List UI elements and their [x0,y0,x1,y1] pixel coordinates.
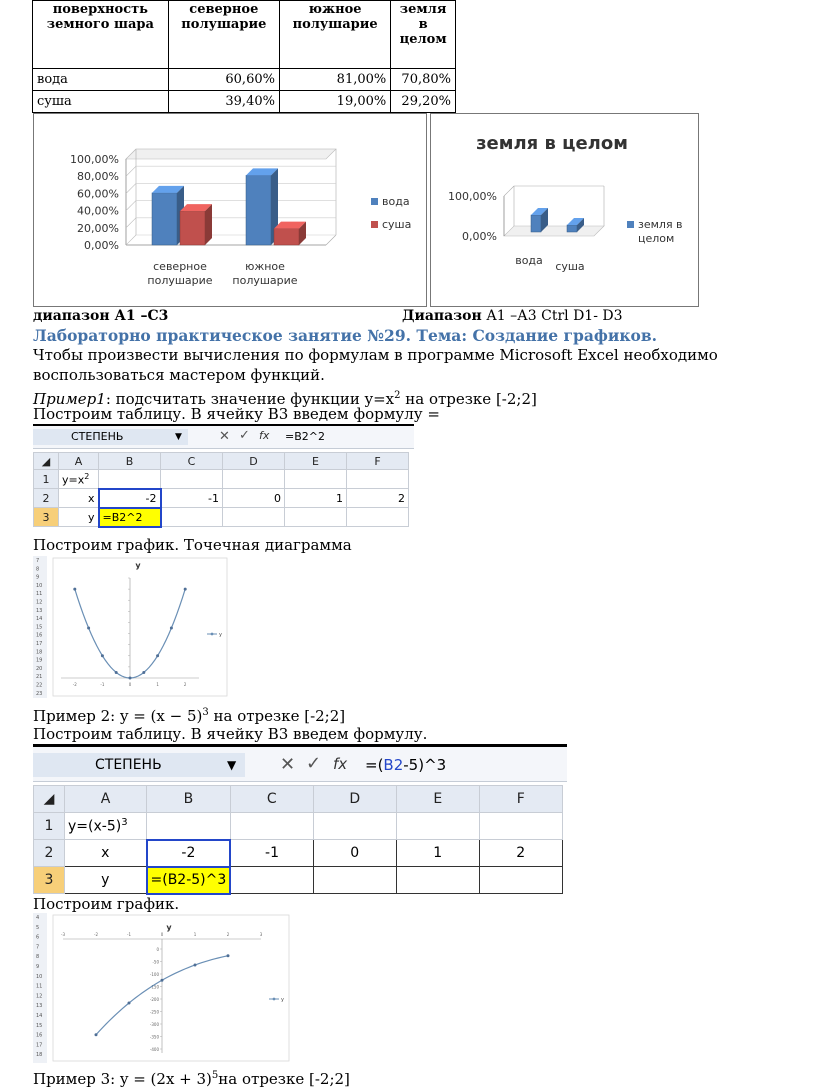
chart2-legend [627,218,683,245]
bar-вода-0 [152,186,184,245]
x-tick-label: -3 [61,932,65,937]
cell[interactable] [313,813,396,840]
name-box-2-text: СТЕПЕНЬ [95,757,162,773]
chart1-y-ticks [70,153,119,252]
cell-d2[interactable]: 0 [313,840,396,867]
col-header[interactable]: C [161,453,223,470]
cell-a2[interactable]: x [59,489,99,508]
range-caption-right [402,307,623,326]
col-header[interactable]: D [313,786,396,813]
cell[interactable] [223,470,285,489]
row-number: 5 [36,924,40,931]
y-tick-label: 100,00% [448,190,497,203]
cell-b3[interactable]: =(B2-5)^3 [147,867,231,894]
gridline [126,183,136,193]
name-box-1[interactable] [33,429,188,445]
cell-f2[interactable]: 2 [479,840,562,867]
col-header[interactable]: C [230,786,313,813]
chart1-x-labels [147,260,297,287]
row-number: 15 [36,1022,43,1029]
row-number: 12 [36,599,43,606]
parabola-chart [33,556,229,698]
example3-sup: 5 [211,1070,219,1081]
chevron-down-icon[interactable]: ▼ [227,758,237,772]
header-earth: земля в целом [391,1,456,69]
row-number: 14 [36,616,43,623]
cell-a1[interactable] [65,813,147,840]
row-number: 22 [36,682,43,689]
example3-tail: на отрезке [-2;2] [218,1070,350,1088]
cell-a3[interactable]: y [65,867,147,894]
x-label-north: северное [153,260,207,273]
row-number: 15 [36,624,43,631]
cell-b2[interactable]: -2 [147,840,231,867]
data-point [156,654,159,657]
intro-line-1: Чтобы произвести вычисления по формулам в программе Microsoft Excel необходимо [33,346,718,364]
cell[interactable] [396,813,479,840]
cell-f2[interactable]: 2 [347,489,409,508]
header-surface: поверхность земного шара [33,1,169,69]
grid-2 [33,785,563,895]
row-number: 18 [36,649,43,656]
row-number: 11 [36,591,43,598]
gridline [126,218,136,228]
row-number: 13 [36,607,43,614]
bar-вода-1 [246,168,278,245]
row-header[interactable]: 3 [34,508,59,527]
row-number: 7 [36,944,40,951]
cell[interactable] [285,508,347,527]
col-header[interactable]: E [285,453,347,470]
table-row [34,508,409,527]
row-header[interactable]: 2 [34,840,65,867]
gridline [126,201,136,211]
table-row [34,489,409,508]
col-header[interactable]: B [99,453,161,470]
y-tick-label: 20,00% [77,221,119,235]
row-number: 10 [36,973,43,980]
x-tick-label: 2 [183,682,187,687]
range-caption-left: диапазон А1 –С3 [33,308,169,324]
cell-c2[interactable]: -1 [230,840,313,867]
cell-a3[interactable]: y [59,508,99,527]
formula-bar-1 [33,426,414,449]
intro-line-2: воспользоваться мастером функций. [33,366,325,384]
x-label-north-2: полушарие [147,274,213,287]
cell-a1-sup: 3 [121,817,128,829]
earth-chart-svg [431,114,698,306]
x-tick-label: 0 [128,682,132,687]
cancel-x-icon[interactable]: ✕ [219,429,230,444]
y-tick-label: -150 [149,984,159,990]
cell-e2[interactable]: 1 [396,840,479,867]
table-row [34,840,563,867]
example1-tail: на отрезке [-2;2] [400,390,537,408]
gridline [126,166,136,176]
cell[interactable] [161,508,223,527]
build-table-1: Построим таблицу. В ячейку В3 введем формулу = [33,405,440,423]
y-tick-label: -300 [149,1022,159,1027]
x-label-water: вода [515,254,543,267]
legend-swatch-water [371,198,378,205]
data-point [161,979,164,982]
cell[interactable] [396,867,479,894]
table-row [34,813,563,840]
example2-tail: на отрезке [-2;2] [208,707,346,725]
example2-line [33,703,345,726]
cell[interactable] [99,470,161,489]
hemisphere-chart [33,113,427,307]
table-row [34,470,409,489]
cell-b2[interactable]: -2 [99,489,161,508]
chart1-bars [152,168,306,245]
cell-value: 39,40% [168,91,279,113]
cubic-chart-svg [33,913,291,1063]
excel-sheet-2 [33,744,567,897]
data-point [129,677,132,680]
y-tick-label: -400 [149,1047,159,1052]
cell[interactable] [223,508,285,527]
data-point [194,964,197,967]
cell-value: 70,80% [391,69,456,91]
chart2-y-ticks [448,190,497,243]
row-number: 23 [36,690,43,697]
name-box-2[interactable] [33,753,245,777]
row-label: вода [33,69,169,91]
cell-a1-sup: 2 [84,471,90,481]
row-number: 9 [36,964,40,970]
chart2-axes [504,186,604,236]
cell-e2[interactable]: 1 [285,489,347,508]
cell-a1-text: y=(x-5) [68,818,122,835]
row-number: 17 [36,1042,43,1049]
x-tick-label: -2 [94,932,98,937]
cell[interactable] [313,867,396,894]
y-tick-label: 40,00% [77,204,119,218]
col-header[interactable]: B [147,786,231,813]
row-label: суша [33,91,169,113]
row-number: 17 [36,641,43,647]
cell-a2[interactable]: x [65,840,147,867]
cell[interactable] [161,470,223,489]
cell[interactable] [347,508,409,527]
data-point [95,1033,98,1036]
cell-d2[interactable]: 0 [223,489,285,508]
fx-icon[interactable]: fx [333,755,348,773]
page-heading: Лабораторно практическое занятие №29. Тема: Создание графиков. [33,326,658,345]
row-number: 14 [36,1013,43,1019]
cell[interactable] [285,470,347,489]
surface-table [32,0,456,113]
earth-chart-title: земля в целом [476,133,628,154]
row-number: 16 [36,632,43,639]
row-number: 10 [36,582,43,589]
row-number: 20 [36,665,43,672]
table-row [33,69,456,91]
cell[interactable] [479,813,562,840]
row-number: 11 [36,983,43,990]
legend-land: суша [382,218,412,231]
legend-swatch-land [371,221,378,228]
row-number: 8 [36,566,40,573]
confirm-check-icon[interactable]: ✓ [306,753,322,774]
cubic-chart [33,913,291,1063]
cell-a1[interactable] [59,470,99,489]
cell-b3[interactable]: =B2^2 [99,508,161,527]
row-number: 9 [36,574,40,581]
data-point [184,588,187,591]
x-tick-label: -1 [100,682,105,687]
formula-input-1[interactable]: =B2^2 [285,430,325,443]
data-point [73,588,76,591]
row-number: 7 [36,558,40,564]
y-tick-label: -200 [149,997,159,1002]
col-header[interactable]: A [65,786,147,813]
formula-2-ref: B2 [383,756,404,774]
row-number: 4 [36,915,40,921]
svg-text:y: y [219,632,222,638]
row-header[interactable]: 1 [34,470,59,489]
grid-1 [33,452,409,528]
row-number: 21 [36,674,43,681]
x-tick-label: -2 [72,682,77,687]
parabola-title: y [135,561,141,570]
chart1-legend [371,195,411,231]
legend-earth-2: целом [638,232,675,245]
cell[interactable] [479,867,562,894]
svg-text:y: y [281,997,284,1003]
cell-value: 81,00% [279,69,390,91]
cell[interactable] [230,813,313,840]
chart2-x-labels [515,254,584,273]
example1-text: : подсчитать значение функции y=x [105,390,395,408]
y-tick-label: 100,00% [70,153,119,166]
bar-суша-0 [180,204,212,245]
col-header[interactable]: F [479,786,562,813]
row-header[interactable]: 1 [34,813,65,840]
row-number: 19 [36,657,43,664]
cell[interactable] [347,470,409,489]
example2-label: Пример 2: [33,707,120,725]
data-point [170,627,173,630]
col-header[interactable]: F [347,453,409,470]
table-row [33,91,456,113]
row-number: 18 [36,1052,43,1059]
cell-value: 29,20% [391,91,456,113]
y-tick-label: 0 [156,947,159,952]
data-point [115,671,118,674]
build-table-2: Построим таблицу. В ячейку В3 введем формулу. [33,725,428,743]
y-tick-label: 0,00% [462,230,497,243]
cancel-x-icon[interactable]: ✕ [280,754,296,775]
example1-sup: 2 [394,390,401,401]
cell-c2[interactable]: -1 [161,489,223,508]
header-north: северное полушарие [168,1,279,69]
y-tick-label: -50 [152,959,159,965]
legend-earth: земля в [638,218,683,231]
formula-2-pre: =( [365,756,384,774]
y-tick-label: 0,00% [84,239,119,252]
cell-value: 19,00% [279,91,390,113]
formula-2-post: -5)^3 [403,756,447,774]
row-number: 13 [36,1003,43,1010]
example3-label: Пример 3: [33,1070,120,1088]
excel-sheet-1 [33,424,414,532]
y-tick-label: -350 [149,1034,159,1040]
bar-суша-1 [274,222,306,245]
x-label-south-2: полушарие [232,274,298,287]
cubic-title: y [166,923,172,932]
x-tick-label: 2 [226,932,230,937]
parabola-chart-svg [33,556,229,698]
y-tick-label: -100 [149,972,159,977]
x-tick-label: -1 [127,932,131,937]
gridline [126,235,136,245]
y-tick-label: 60,00% [77,187,119,201]
example3-formula: y = (2x + 3) [119,1070,212,1088]
col-header[interactable]: D [223,453,285,470]
name-box-1-text: СТЕПЕНЬ [71,430,124,443]
row-number: 16 [36,1032,43,1039]
data-point [227,954,230,957]
range-caption-right-bold: Диапазон [402,308,482,324]
example3-line [33,1066,350,1089]
data-point [87,627,90,630]
col-header[interactable]: E [396,786,479,813]
cell[interactable] [147,813,231,840]
header-south: южное полушарие [279,1,390,69]
fx-icon[interactable]: fx [259,429,270,442]
cell[interactable] [230,867,313,894]
data-point [128,1002,131,1005]
row-header[interactable]: 2 [34,489,59,508]
select-all-corner[interactable]: ◢ [34,453,59,470]
chevron-down-icon[interactable]: ▼ [175,432,182,442]
y-tick-label: -250 [149,1009,159,1015]
cell-a1-text: y=x [62,473,85,487]
x-label-south: южное [245,260,285,273]
confirm-check-icon[interactable]: ✓ [239,428,250,443]
earth-chart [430,113,699,307]
example1-label: Пример1 [33,390,106,408]
build-chart-1: Построим график. Точечная диаграмма [33,536,352,554]
hemisphere-chart-svg [34,114,426,306]
data-point [101,654,104,657]
row-number: 12 [36,993,43,1000]
x-tick-label: 0 [160,932,164,937]
example2-formula: y = (x − 5) [119,707,203,725]
formula-bar-2 [33,747,567,782]
select-all-corner[interactable]: ◢ [34,786,65,813]
x-tick-label: 1 [193,932,197,937]
cell-value: 60,60% [168,69,279,91]
range-caption-right-rest: А1 –А3 Ctrl D1- D3 [481,308,623,324]
example2-sup: 3 [202,707,209,718]
y-tick-label: 80,00% [77,170,119,184]
x-tick-label: 3 [259,932,263,937]
table-row [34,867,563,894]
formula-input-2[interactable] [365,756,446,774]
col-header[interactable]: A [59,453,99,470]
x-tick-label: 1 [156,682,159,687]
row-number: 8 [36,954,40,961]
build-chart-2: Построим график. [33,895,180,913]
x-label-land: суша [555,260,585,273]
data-point [142,671,145,674]
row-header[interactable]: 3 [34,867,65,894]
legend-water: вода [382,195,410,208]
row-number: 6 [36,934,40,941]
legend-swatch-earth [627,221,634,228]
